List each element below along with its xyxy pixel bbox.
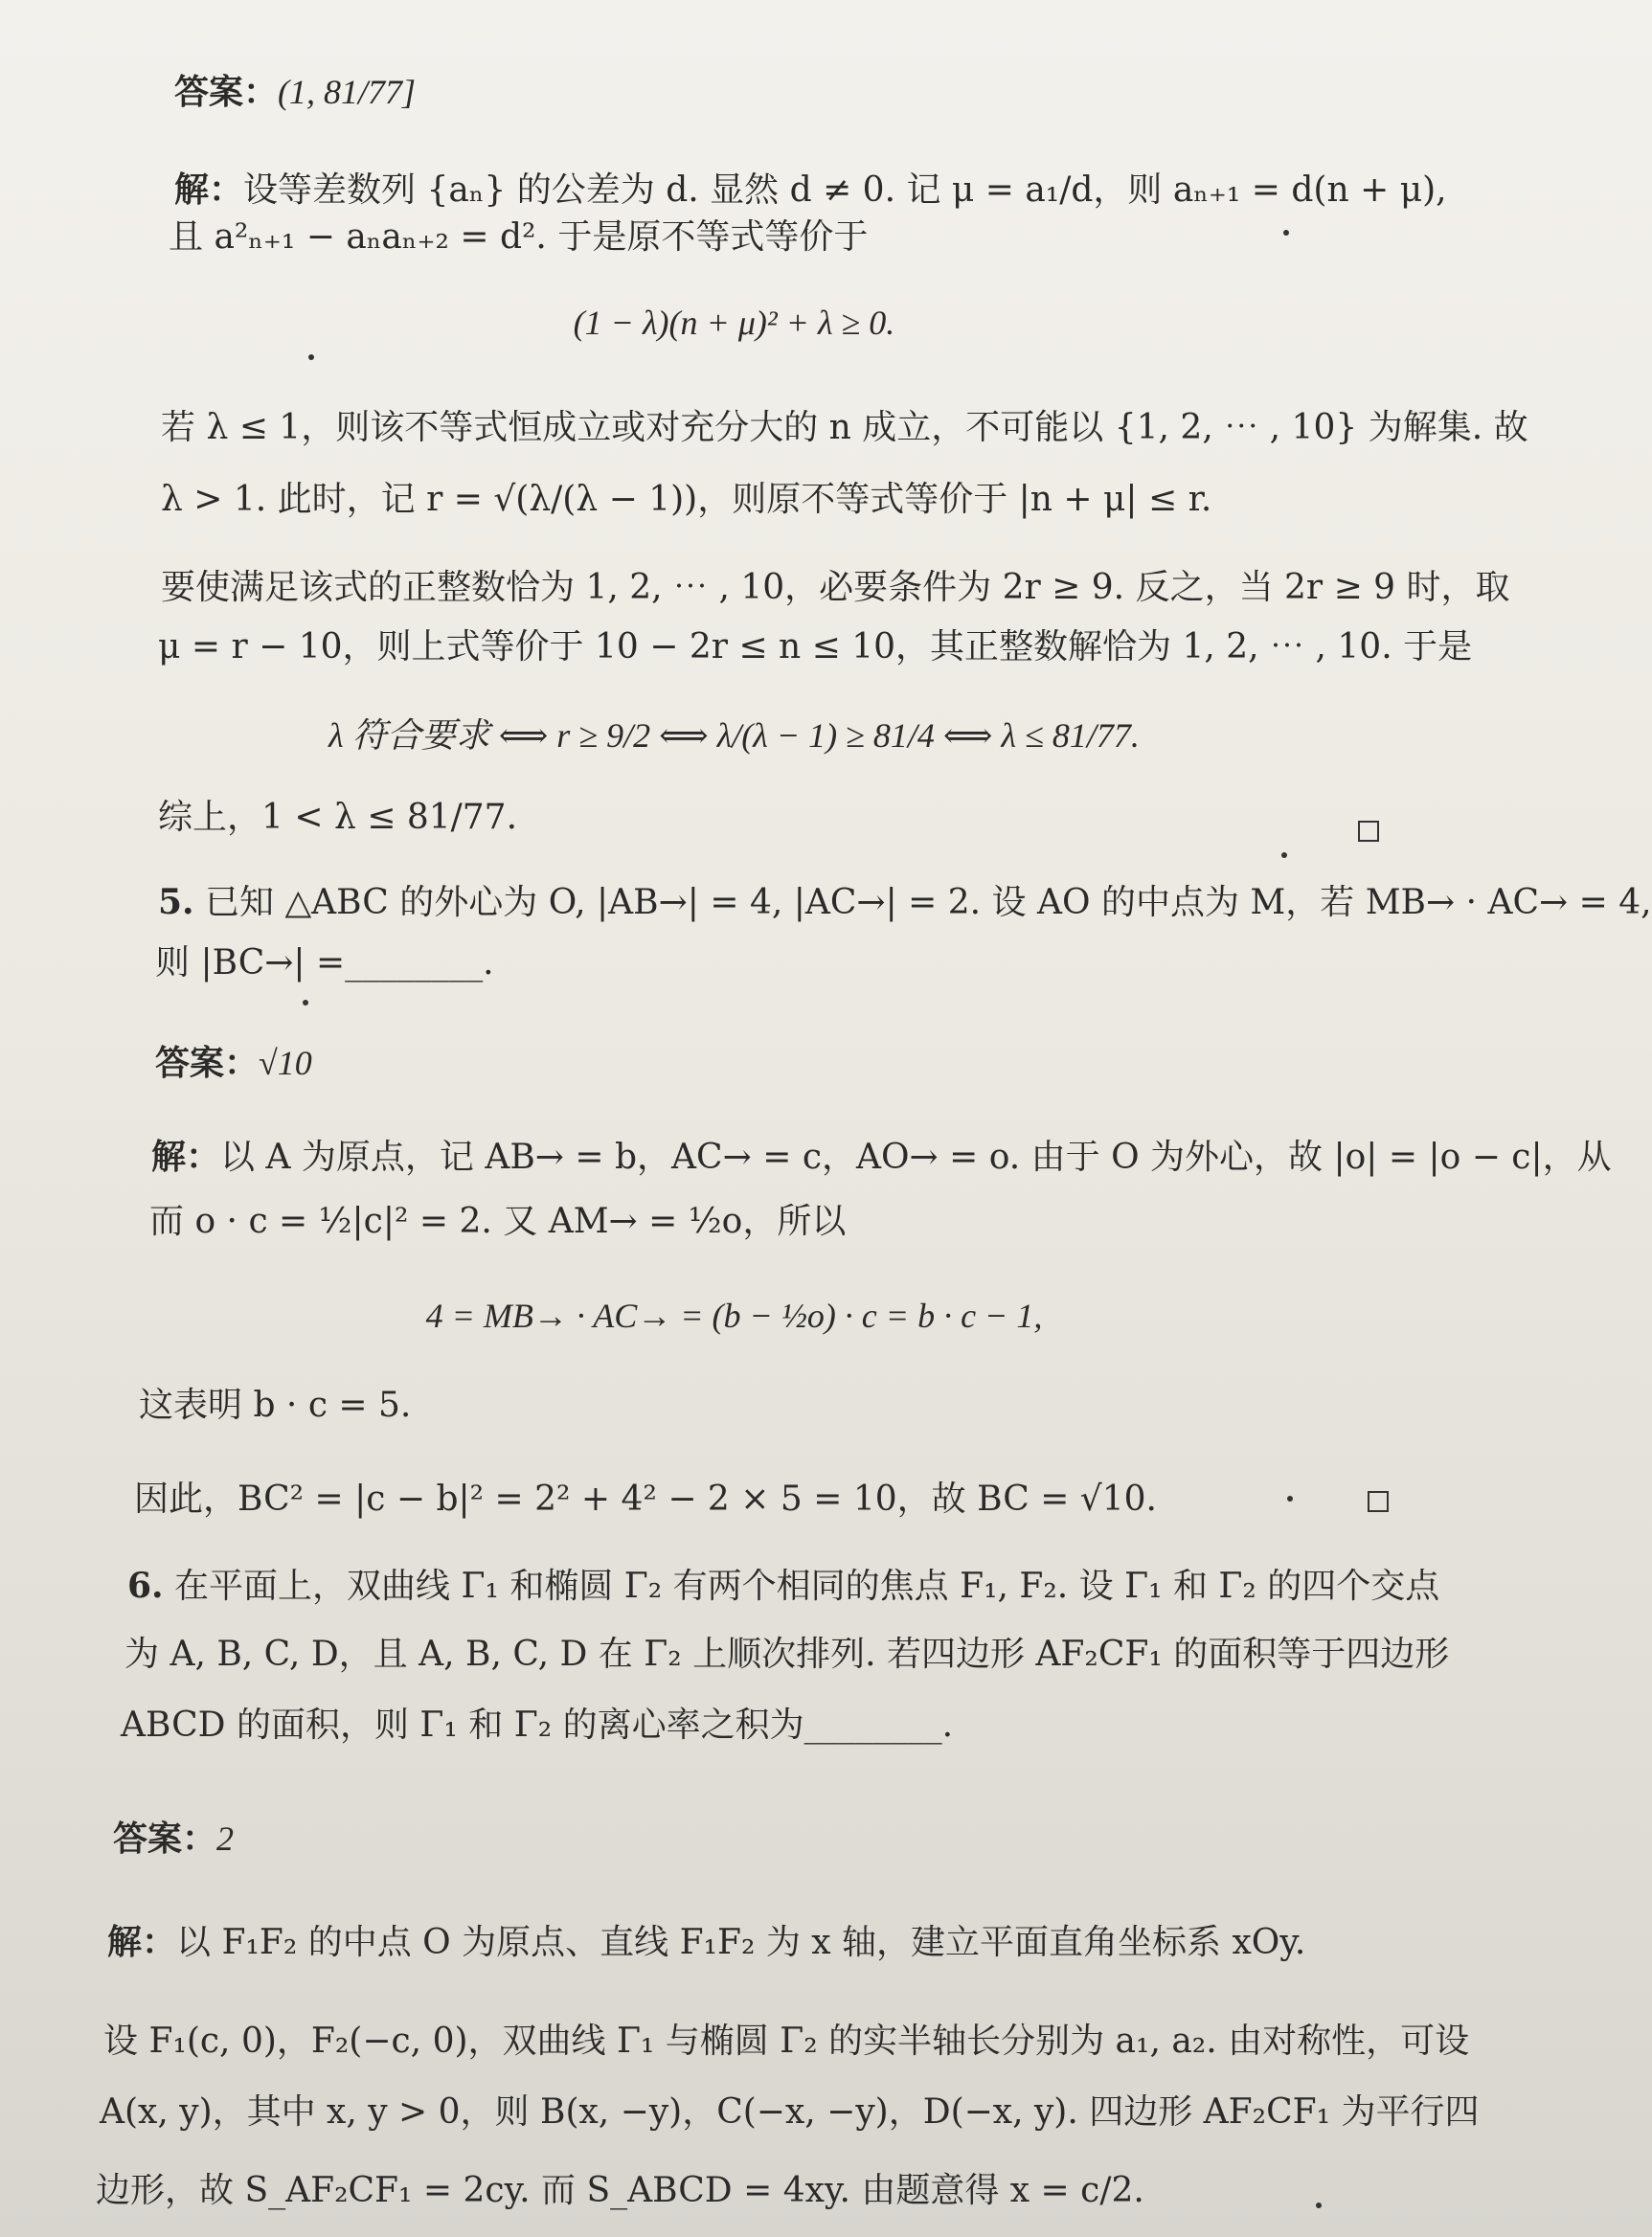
problem-statement: ABCD 的面积，则 Γ₁ 和 Γ₂ 的离心率之积为________. (121, 1706, 954, 1745)
problem-statement (158, 881, 1652, 924)
answer-line-p5 (155, 1042, 312, 1085)
problem-number: 6. (127, 1566, 164, 1606)
solution-label: 解： (107, 1922, 177, 1962)
answer-label: 答案： (155, 1043, 260, 1083)
qed-square-icon (1358, 821, 1379, 842)
solution-line: A(x, y)，其中 x, y > 0，则 B(x, −y)，C(−x, −y)，D(−x, y). 四边形 AF₂CF₁ 为平行四 (100, 2092, 1480, 2132)
solution-line: μ = r − 10，则上式等价于 10 − 2r ≤ n ≤ 10，其正整数解恰为 1, 2, ⋯ , 10. 于是 (158, 627, 1473, 667)
problem-statement (127, 1565, 1439, 1608)
solution-line (107, 1921, 1305, 1964)
answer-line-p4 (174, 71, 416, 114)
solution-line: 这表明 b · c = 5. (139, 1386, 412, 1425)
solution-line: 且 a²ₙ₊₁ − aₙaₙ₊₂ = d². 于是原不等式等价于 (169, 217, 869, 257)
solution-line (151, 1136, 1612, 1179)
problem-text: 已知 △ABC 的外心为 O, |AB→| = 4, |AC→| = 2. 设 AO 的中点为 M，若 MB→ · AC→ = 4, (205, 883, 1652, 922)
answer-line-p6 (113, 1818, 234, 1861)
display-equation: 4 = MB→ · AC→ = (b − ½o) · c = b · c − 1, (425, 1297, 1043, 1335)
solution-line: λ > 1. 此时，记 r = √(λ/(λ − 1))，则原不等式等价于 |n + μ| ≤ r. (161, 480, 1212, 519)
answer-label: 答案： (174, 72, 279, 112)
answer-value: √10 (259, 1044, 312, 1082)
problem-text: 在平面上，双曲线 Γ₁ 和椭圆 Γ₂ 有两个相同的焦点 F₁, F₂. 设 Γ₁ 和 Γ₂ 的四个交点 (174, 1567, 1440, 1606)
solution-label: 解： (174, 169, 244, 210)
stray-dot (1287, 1496, 1293, 1502)
display-equation: λ 符合要求 ⟺ r ≥ 9/2 ⟺ λ/(λ − 1) ≥ 81/4 ⟺ λ ≤ 81/77. (328, 716, 1140, 755)
answer-value: (1, 81/77] (278, 73, 417, 111)
solution-line (174, 169, 1447, 212)
solution-text: 以 A 为原点，记 AB→ = b，AC→ = c，AO→ = o. 由于 O 为外心，故 |o| = |o − c|，从 (220, 1138, 1612, 1177)
answer-label: 答案： (113, 1819, 217, 1859)
solution-line: 边形，故 S_AF₂CF₁ = 2cy. 而 S_ABCD = 4xy. 由题意得 x = c/2. (96, 2171, 1144, 2210)
solution-line: 而 o · c = ½|c|² = 2. 又 AM→ = ½o，所以 (149, 1202, 847, 1241)
problem-statement: 则 |BC→| =________. (155, 943, 494, 983)
answer-value: 2 (216, 1819, 235, 1858)
problem-statement: 为 A, B, C, D，且 A, B, C, D 在 Γ₂ 上顺次排列. 若四边形 AF₂CF₁ 的面积等于四边形 (124, 1635, 1450, 1674)
stray-dot (308, 354, 314, 360)
stray-dot (303, 1000, 308, 1006)
solution-text: 以 F₁F₂ 的中点 O 为原点、直线 F₁F₂ 为 x 轴，建立平面直角坐标系 xOy. (176, 1923, 1306, 1962)
solution-line: 因此，BC² = |c − b|² = 2² + 4² − 2 × 5 = 10，故 BC = √10. (134, 1480, 1157, 1519)
qed-square-icon (1368, 1491, 1389, 1512)
solution-line: 若 λ ≤ 1，则该不等式恒成立或对充分大的 n 成立，不可能以 {1, 2, ⋯ , 10} 为解集. 故 (161, 408, 1528, 447)
solution-line: 要使满足该式的正整数恰为 1, 2, ⋯ , 10，必要条件为 2r ≥ 9. 反之，当 2r ≥ 9 时，取 (161, 568, 1510, 607)
stray-dot (1316, 2203, 1322, 2208)
stray-dot (1281, 852, 1287, 858)
solution-line: 设 F₁(c, 0)，F₂(−c, 0)，双曲线 Γ₁ 与椭圆 Γ₂ 的实半轴长分别为 a₁, a₂. 由对称性，可设 (103, 2022, 1470, 2061)
solution-line: 综上，1 < λ ≤ 81/77. (158, 798, 518, 837)
stray-dot (1283, 230, 1289, 236)
solution-label: 解： (151, 1137, 221, 1177)
solution-text: 设等差数列 {aₙ} 的公差为 d. 显然 d ≠ 0. 记 μ = a₁/d，则 aₙ₊₁ = d(n + μ), (243, 170, 1447, 210)
problem-number: 5. (158, 882, 194, 922)
display-equation: (1 − λ)(n + μ)² + λ ≥ 0. (573, 304, 895, 342)
